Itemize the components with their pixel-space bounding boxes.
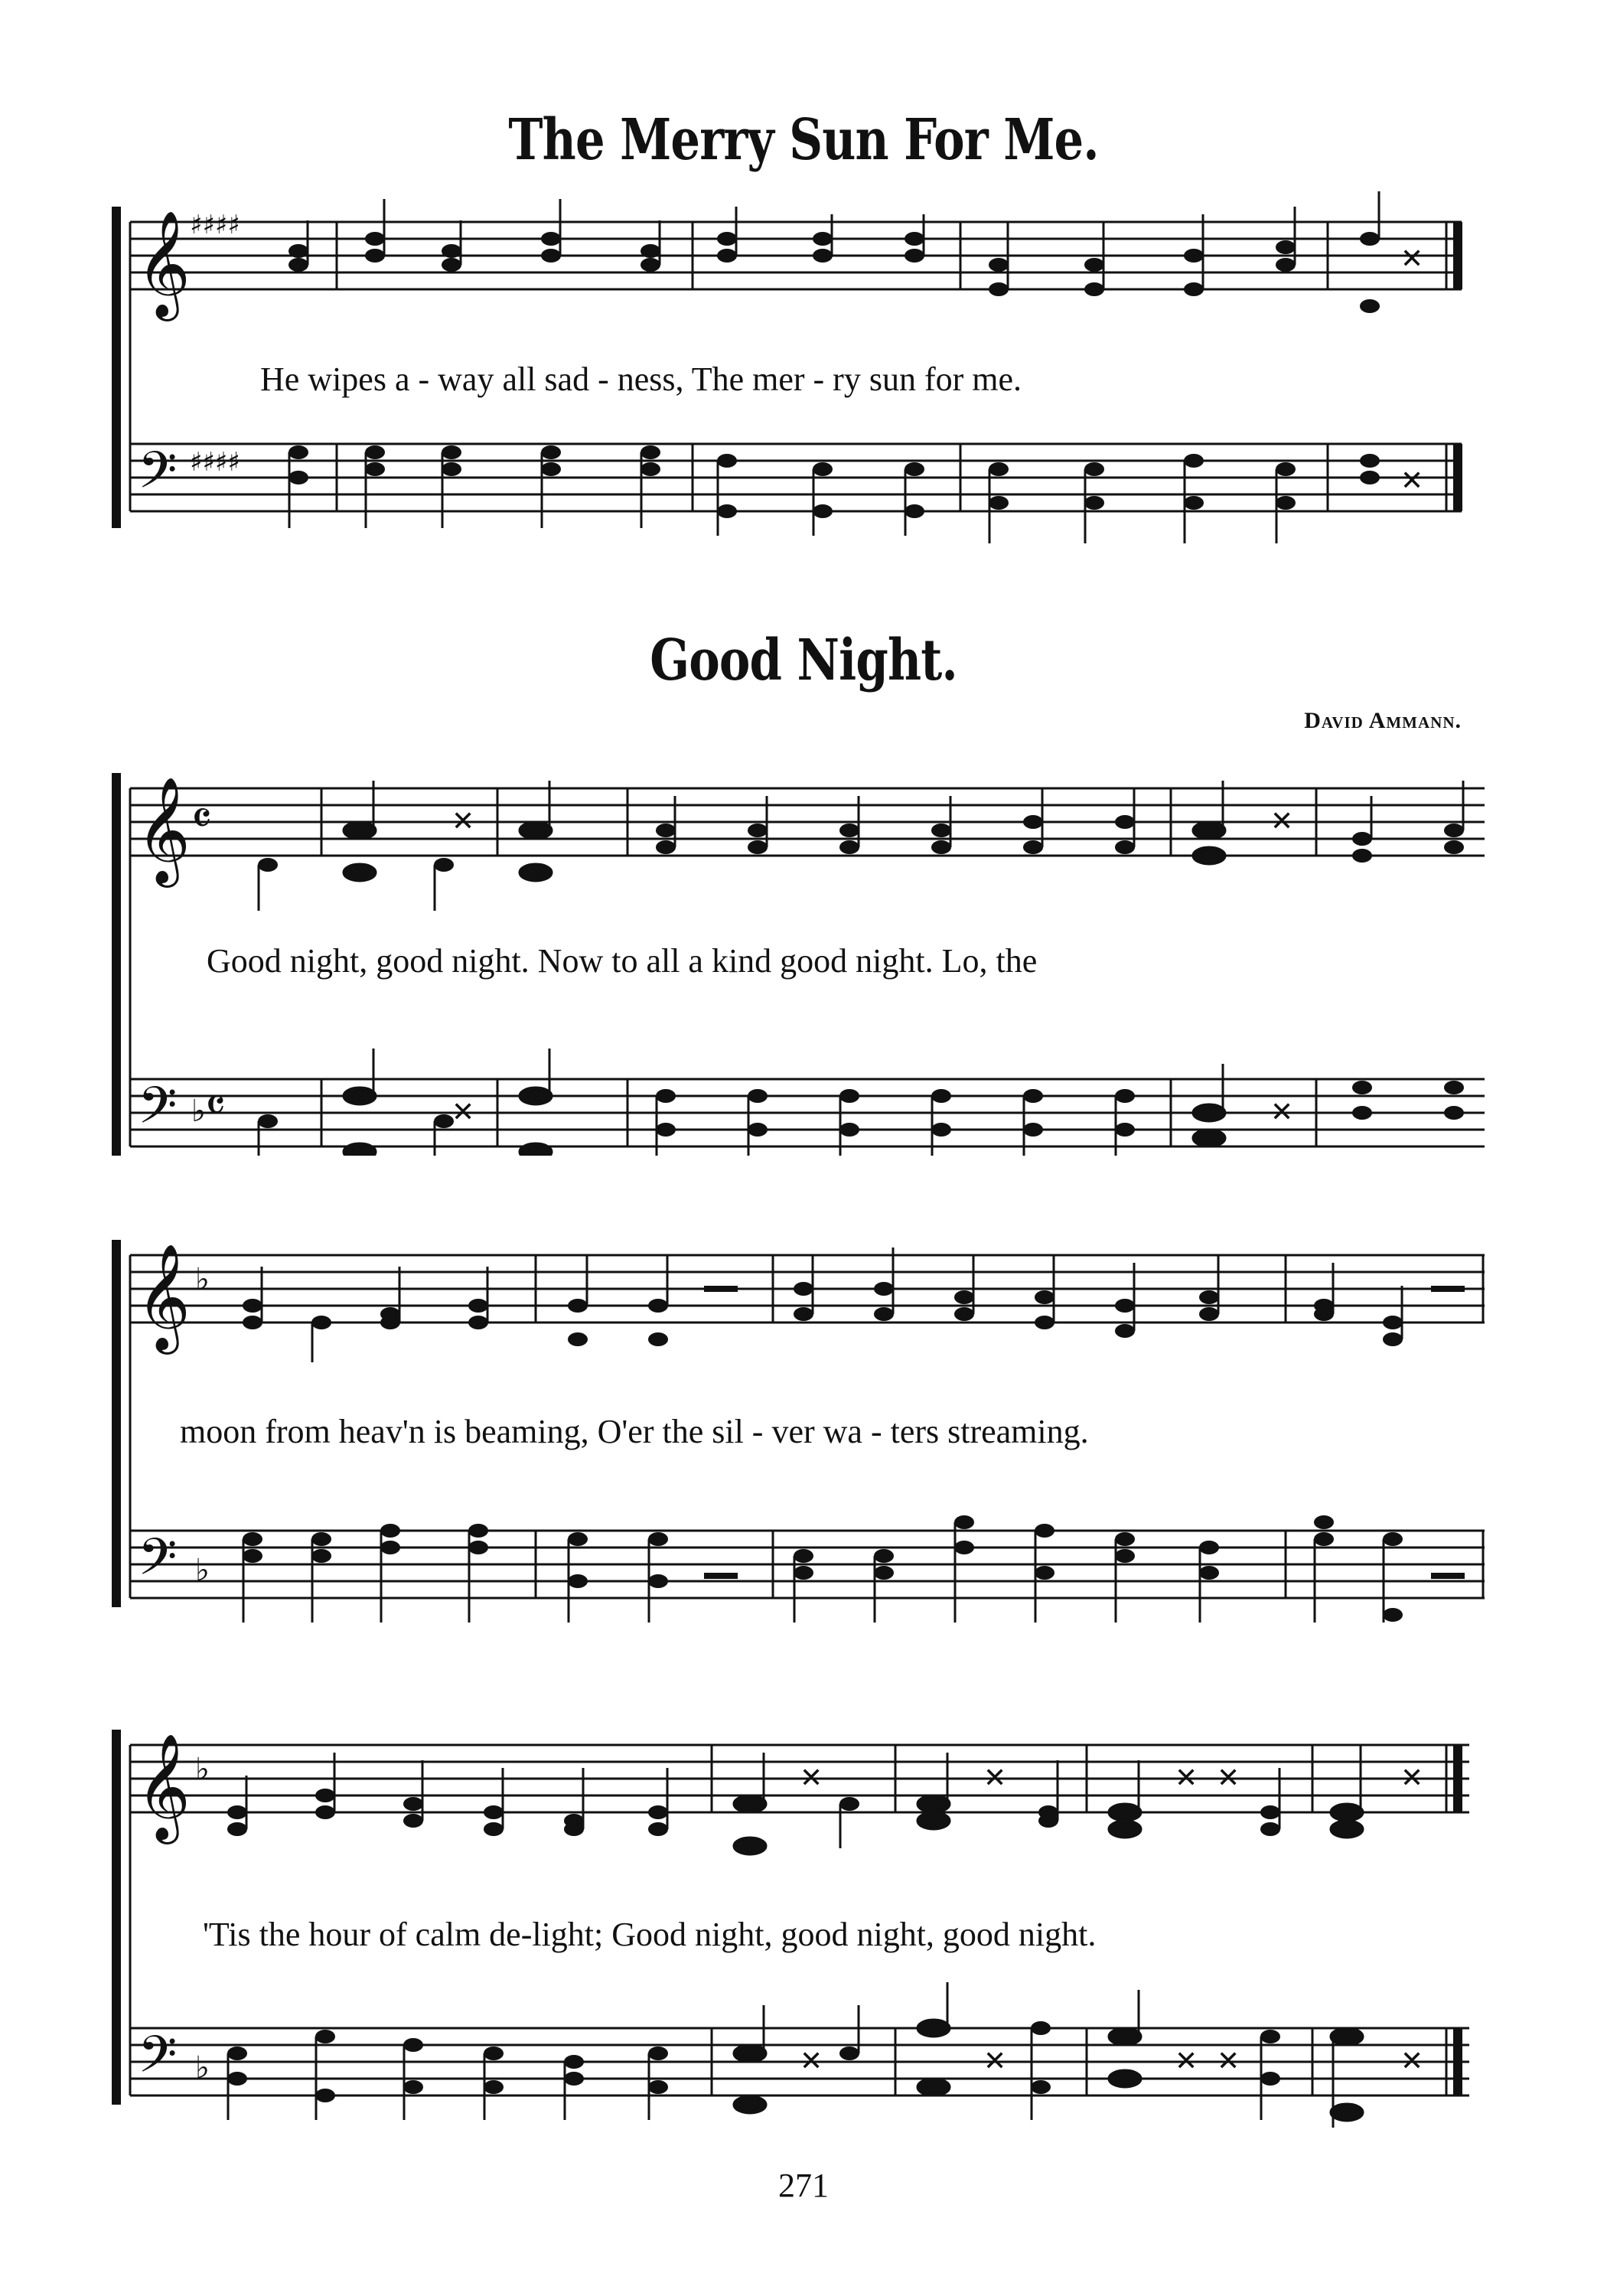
hymn-title: Good Night. bbox=[650, 628, 957, 693]
rest-icon: ✕ bbox=[1400, 465, 1424, 497]
rest-icon: ✕ bbox=[1270, 1097, 1294, 1128]
common-time-icon: 𝄴 bbox=[205, 1079, 226, 1133]
lyrics-line: 'Tis the hour of calm de-light; Good night, good night, good night. bbox=[203, 1916, 1097, 1953]
common-time-icon: 𝄴 bbox=[191, 792, 212, 846]
page-number: 271 bbox=[778, 2167, 829, 2204]
rest-icon: ✕ bbox=[1400, 243, 1424, 275]
rest-icon: ✕ bbox=[1217, 2046, 1240, 2077]
lyrics-line: Good night, good night. Now to all a kind good night. Lo, the bbox=[207, 942, 1038, 980]
rest-icon: ✕ bbox=[1400, 2046, 1424, 2077]
bass-clef-icon: 𝄢 bbox=[138, 441, 178, 512]
bass-clef-icon: 𝄢 bbox=[138, 1528, 178, 1599]
rest-icon: ✕ bbox=[1175, 1763, 1198, 1794]
rest-icon: ✕ bbox=[800, 2046, 823, 2077]
lyrics-line: He wipes a - way all sad - ness, The mer - ry sun for me. bbox=[260, 360, 1022, 398]
rest-icon: ✕ bbox=[451, 806, 475, 837]
rest-icon: ✕ bbox=[1175, 2046, 1198, 2077]
flat-icon: ♭ bbox=[195, 1262, 210, 1297]
rest-icon: ✕ bbox=[983, 2046, 1007, 2077]
treble-clef-icon: 𝄞 bbox=[136, 777, 191, 883]
treble-notes-1 bbox=[288, 191, 1380, 313]
rest-icon: ✕ bbox=[1217, 1763, 1240, 1794]
flat-icon: ♭ bbox=[195, 1553, 210, 1588]
flat-icon: ♭ bbox=[195, 2050, 210, 2086]
bass-staff-1 bbox=[130, 444, 1462, 511]
composer-credit: David Ammann. bbox=[1304, 708, 1462, 733]
sharp-icon: ♯♯♯♯ bbox=[190, 447, 240, 478]
treble-clef-icon: 𝄞 bbox=[136, 1733, 191, 1840]
treble-staff-1 bbox=[130, 222, 1462, 289]
lyrics-line: moon from heav'n is beaming, O'er the sil - ver wa - ters streaming. bbox=[180, 1413, 1089, 1450]
rest-icon: ✕ bbox=[1270, 806, 1294, 837]
rest-icon: ✕ bbox=[1400, 1763, 1424, 1794]
rest-icon: ✕ bbox=[451, 1097, 475, 1128]
rest-icon: ✕ bbox=[800, 1763, 823, 1794]
flat-icon: ♭ bbox=[195, 1752, 210, 1787]
sharp-icon: ♯♯♯♯ bbox=[190, 210, 240, 240]
rest-icon: ✕ bbox=[983, 1763, 1007, 1794]
treble-notes-2 bbox=[258, 781, 1464, 911]
treble-clef-icon: 𝄞 bbox=[136, 210, 191, 317]
treble-clef-icon: 𝄞 bbox=[136, 1244, 191, 1350]
bass-clef-icon: 𝄢 bbox=[138, 1076, 178, 1147]
bass-clef-icon: 𝄢 bbox=[138, 2025, 178, 2096]
flat-icon: ♭ bbox=[191, 1094, 206, 1129]
hymn-title: The Merry Sun For Me. bbox=[508, 107, 1099, 173]
